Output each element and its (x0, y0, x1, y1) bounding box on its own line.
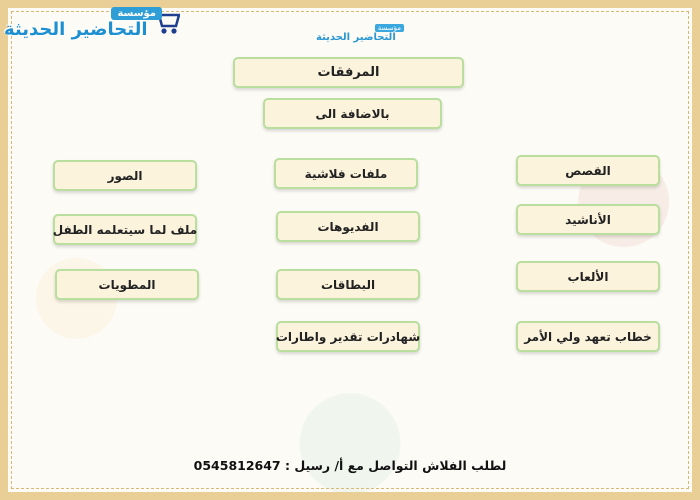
logo-small-main-text: التحاضير الحديثة (316, 32, 396, 43)
item-child-learning-file: ملف لما سيتعلمه الطفل (53, 214, 197, 245)
subtitle-box: بالاضافة الى (263, 98, 442, 129)
item-cards: البطاقات (276, 269, 420, 300)
item-songs: الأناشيد (516, 204, 660, 235)
item-videos: الفديوهات (276, 211, 420, 242)
item-brochures: المطويات (55, 269, 199, 300)
item-flash-files: ملفات فلاشية (274, 158, 418, 189)
contact-footer: لطلب الفلاش التواصل مع أ/ رسيل : 0545812647 (193, 458, 507, 473)
item-guardian-letter: خطاب تعهد ولي الأمر (516, 321, 660, 352)
item-games: الألعاب (516, 261, 660, 292)
logo-main-text: التحاضير الحديثة (4, 19, 148, 40)
brand-logo-small (316, 24, 412, 48)
item-images: الصور (53, 160, 197, 191)
title-box: المرفقات (233, 57, 464, 88)
logo-top-text: مؤسسة (111, 7, 162, 20)
item-certificates: شهادرات تقدير واطارات (276, 321, 420, 352)
logo-small-top-text: مؤسسة (375, 24, 404, 32)
item-stories: القصص (516, 155, 660, 186)
brand-logo (2, 6, 180, 40)
